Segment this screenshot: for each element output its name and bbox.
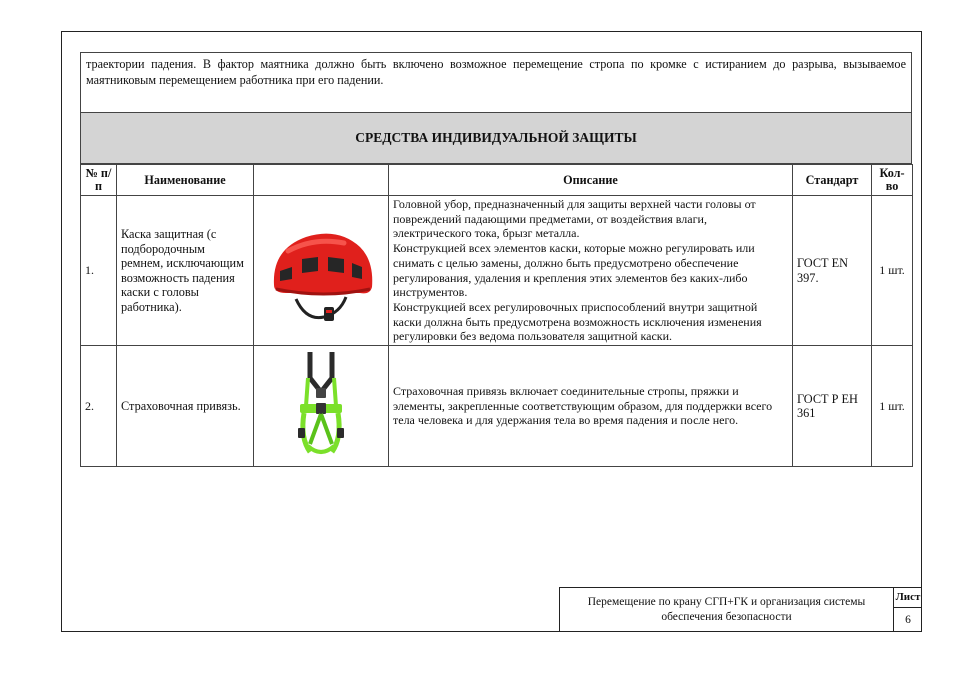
document-title: Перемещение по крану СГП+ГК и организация системы обеспечения безопасности <box>587 595 866 623</box>
row-qty: 1 шт. <box>872 196 913 346</box>
description-paragraph: Конструкцией всех элементов каски, которые можно регулировать или снимать с целью замены, должно быть предусмотрено обеспечение регулирования, удаления и крепления этих элементов без каких-либо инструментов. <box>393 241 755 300</box>
title-block <box>559 587 922 632</box>
row-name: Страховочная привязь. <box>117 346 254 467</box>
row-standard: ГОСТ Р ЕН 361 <box>793 346 872 467</box>
sheet-label: Лист <box>894 588 922 608</box>
description-paragraph: Конструкцией всех регулировочных приспособлений внутри защитной каски должна быть предусмотрена возможность исключения изменения регулировки без ведома пользователя защитной каски. <box>393 299 762 344</box>
helmet-icon <box>266 213 376 325</box>
header-standard: Стандарт <box>793 165 872 196</box>
header-num: № п/п <box>81 165 117 196</box>
section-title: СРЕДСТВА ИНДИВИДУАЛЬНОЙ ЗАЩИТЫ <box>80 113 912 164</box>
description-paragraph: Головной убор, предназначенный для защиты верхней части головы от повреждений падающими предметами, от воздействия влаги, электрического тока, брызг металла. <box>393 197 756 241</box>
row-standard: ГОСТ EN 397. <box>793 196 872 346</box>
header-qty: Кол-во <box>872 165 913 196</box>
harness-icon <box>296 348 346 460</box>
header-name: Наименование <box>117 165 254 196</box>
intro-paragraph: траектории падения. В фактор маятника должно быть включено возможное перемещение стропа по кромке с истиранием до разрыва, вызываемое маятниковым перемещением работника при его падении. <box>80 52 912 113</box>
sheet-number: 6 <box>905 614 911 626</box>
sheet-box <box>893 588 922 631</box>
ppe-table <box>80 164 913 467</box>
description-paragraph: Страховочная привязь включает соединительные стропы, пряжки и элементы, закрепленные соответствующим образом, для поддержки всего тела человека и для удержания тела во время падения и после него. <box>393 383 773 428</box>
row-qty: 1 шт. <box>872 346 913 467</box>
row-description <box>389 346 793 467</box>
header-description: Описание <box>389 165 793 196</box>
header-image <box>254 165 389 196</box>
table-row <box>81 346 913 467</box>
table-row <box>81 196 913 346</box>
row-description <box>389 196 793 346</box>
helmet-image <box>254 196 389 346</box>
row-name: Каска защитная (с подбородочным ремнем, исключающим возможность падения каски с головы работника). <box>117 196 254 346</box>
row-num: 1. <box>81 196 117 346</box>
table-header-row <box>81 165 913 196</box>
row-num: 2. <box>81 346 117 467</box>
harness-image <box>254 346 389 467</box>
